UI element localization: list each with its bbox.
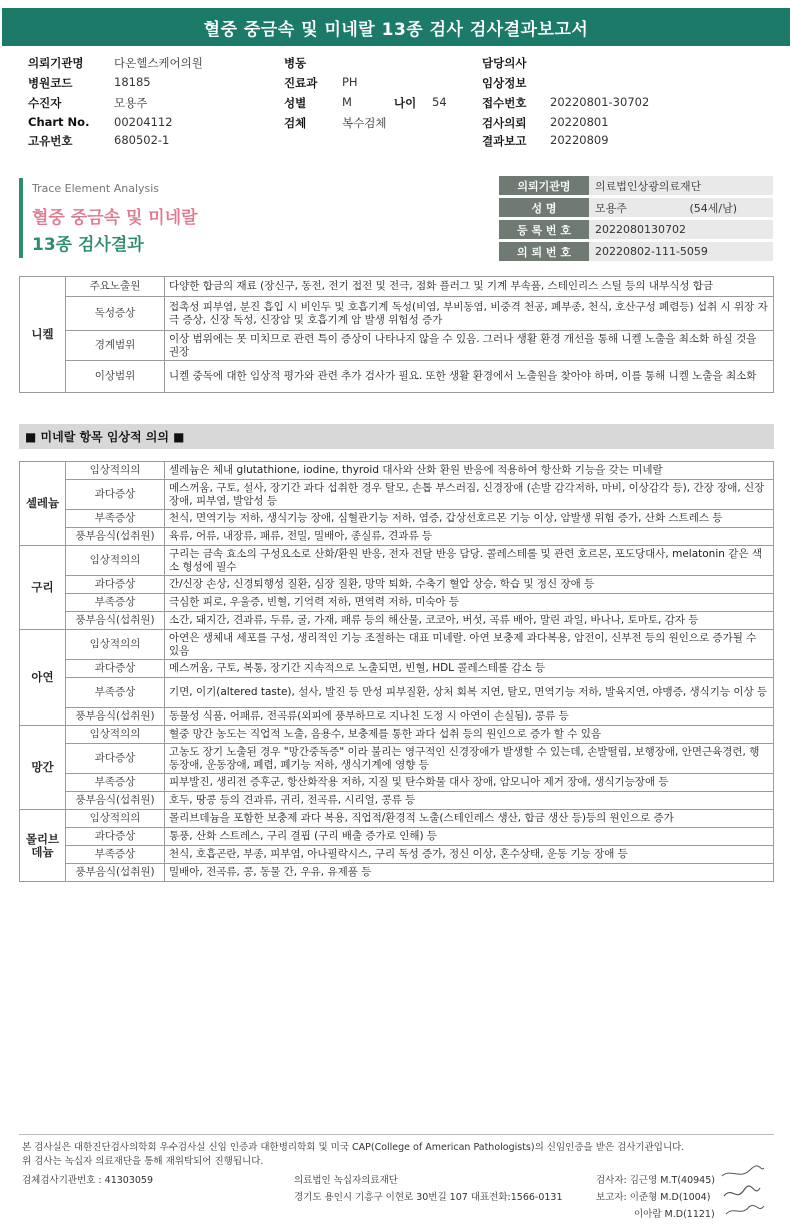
- row-text: 통풍, 산화 스트레스, 구리 결핍 (구리 배출 증가로 인해) 등: [165, 828, 774, 846]
- row-label: 풍부음식(섭취원): [66, 792, 165, 810]
- table-row: [20, 612, 774, 630]
- footer-consign-note: 위 검사는 녹십자 의료재단을 통해 재위탁되어 진행됩니다.: [22, 1156, 264, 1167]
- patient-org-value: 의료법인상광의료재단: [589, 176, 773, 195]
- mineral-section-header: [19, 424, 774, 449]
- value-request-date: 20220801: [550, 115, 609, 129]
- value-chart-no: 00204112: [114, 115, 173, 129]
- row-label: 과다증상: [66, 480, 165, 510]
- footer-reporter: 보고자: 이준형 M.D(1004): [596, 1192, 711, 1203]
- patient-row-name: [499, 198, 773, 217]
- signature-image: [716, 1162, 768, 1220]
- table-row: [20, 594, 774, 612]
- row-text: 간/신장 손상, 신경퇴행성 질환, 심장 질환, 망막 퇴화, 수축기 혈압 상승, 학습 및 정신 장애 등: [165, 576, 774, 594]
- row-text: 피부발진, 생리전 증후군, 항산화작용 저하, 지질 및 탄수화물 대사 장애, 암모니아 제거 장애, 생식기능장애 등: [165, 774, 774, 792]
- value-specimen: 복수검체: [342, 116, 387, 130]
- patient-org-label: 의뢰기관명: [499, 176, 589, 195]
- row-label: 풍부음식(섭취원): [66, 864, 165, 882]
- row-text: 메스꺼움, 구토, 설사, 장기간 과다 섭취한 경우 탈모, 손톱 부스러짐, 신경장애 (손발 감각저하, 마비, 이상감각 등), 간장 장애, 신장 장애, 피부염, 발암성 등: [165, 480, 774, 510]
- report-heading-1: 혈중 중금속 및 미네랄: [32, 208, 198, 228]
- row-label: 과다증상: [66, 660, 165, 678]
- value-report-date: 20220809: [550, 133, 609, 147]
- label-receipt-no: 접수번호: [482, 96, 527, 110]
- row-label: 경계범위: [66, 331, 165, 361]
- row-label: 과다증상: [66, 744, 165, 774]
- row-label: 부족증상: [66, 846, 165, 864]
- row-text: 니켈 중독에 대한 임상적 평가와 관련 추가 검사가 필요. 또한 생활 환경에서 노출원을 찾아야 하며, 이를 통해 니켈 노출을 최소화: [165, 361, 774, 393]
- value-hospital-code: 18185: [114, 75, 151, 89]
- patient-name-cell: [589, 198, 773, 217]
- report-title: 혈중 중금속 및 미네랄 13종 검사 검사결과보고서: [203, 19, 589, 40]
- patient-age-value: (54세/남): [689, 201, 737, 215]
- row-label: 임상적의의: [66, 726, 165, 744]
- mineral-category-copper: 구리: [20, 546, 66, 630]
- mineral-category-molybdenum: 몰리브 데늄: [20, 810, 66, 882]
- row-text: 몰리브데늄을 포함한 보충제 과다 복용, 직업적/환경적 노출(스테인레스 생산, 합금 생산 등)등의 원인으로 증가: [165, 810, 774, 828]
- value-sex: M: [342, 95, 352, 109]
- patient-reg-label: 등 록 번 호: [499, 220, 589, 239]
- mineral-section-title: ■ 미네랄 항목 임상적 의의 ■: [25, 430, 185, 444]
- table-row: [20, 630, 774, 660]
- row-label: 주요노출원: [66, 277, 165, 297]
- table-row: [20, 510, 774, 528]
- report-subtitle: Trace Element Analysis: [32, 182, 160, 195]
- table-row: [20, 480, 774, 510]
- row-text: 아연은 생체내 세포를 구성, 생리적인 기능 조절하는 대표 미네랄. 아연 보충제 과다복용, 암전이, 신부전 등의 원인으로 증가될 수 있음: [165, 630, 774, 660]
- label-report-date: 결과보고: [482, 134, 527, 148]
- row-text: 동물성 식품, 어패류, 전곡류(외피에 풍부하므로 지나친 도정 시 아연이 손실됨), 콩류 등: [165, 708, 774, 726]
- row-label: 부족증상: [66, 594, 165, 612]
- table-row: [20, 462, 774, 480]
- patient-row-org: [499, 176, 773, 195]
- row-label: 부족증상: [66, 774, 165, 792]
- row-text: 혈중 망간 농도는 직업적 노출, 음용수, 보충제를 통한 과다 섭취 등의 원인으로 증가 할 수 있음: [165, 726, 774, 744]
- row-text: 구리는 금속 효소의 구성요소로 산화/환원 반응, 전자 전달 반응 담당. 콜레스테롤 및 관련 호르몬, 포도당대사, melatonin 같은 색소 형성에 필수: [165, 546, 774, 576]
- footer-org-name: 의료법인 녹십자의료재단: [294, 1175, 398, 1186]
- table-row: [20, 576, 774, 594]
- patient-name-value: 모용주: [595, 201, 627, 215]
- value-patient: 모용주: [114, 96, 148, 110]
- row-label: 임상적의의: [66, 546, 165, 576]
- row-text: 고농도 장기 노출된 경우 "망간중독증" 이라 불리는 영구적인 신경장애가 발생할 수 있는데, 손발떨림, 보행장애, 안면근육경련, 행동장애, 운동장애, 폐렴, 폐기능 저하, 생식기계에 영향 등: [165, 744, 774, 774]
- footer-cert-note: 본 검사실은 대한진단검사의학회 우수검사실 신임 인증과 대한병리학회 및 미국 CAP(College of American Pathologists)의 신임인증을 받은 검사기관입니다.: [22, 1142, 685, 1153]
- table-row: [20, 744, 774, 774]
- table-row: [20, 361, 774, 393]
- value-receipt-no: 20220801-30702: [550, 95, 650, 109]
- row-label: 이상범위: [66, 361, 165, 393]
- row-label: 임상적의의: [66, 630, 165, 660]
- row-label: 부족증상: [66, 510, 165, 528]
- info-row-5: [28, 133, 778, 151]
- row-text: 호두, 땅콩 등의 견과류, 귀리, 전곡류, 시리얼, 콩류 등: [165, 792, 774, 810]
- nickel-table: [19, 276, 774, 393]
- footer-address: 경기도 용인시 기흥구 이현로 30번길 107 대표전화:1566-0131: [294, 1192, 563, 1203]
- table-row: [20, 331, 774, 361]
- row-text: 이상 범위에는 못 미치므로 관련 특이 증상이 나타나지 않을 수 있음. 그러나 생활 환경 개선을 통해 니켈 노출을 최소화 하실 것을 권장: [165, 331, 774, 361]
- label-hospital-code: 병원코드: [28, 76, 73, 90]
- table-row: [20, 828, 774, 846]
- value-department: PH: [342, 75, 358, 89]
- table-row: [20, 864, 774, 882]
- label-unique-no: 고유번호: [28, 134, 73, 148]
- row-text: 육류, 어류, 내장류, 패류, 전밀, 밀배아, 종실류, 견과류 등: [165, 528, 774, 546]
- label-org: 의뢰기관명: [28, 56, 84, 70]
- report-accent-bar: [19, 178, 23, 258]
- patient-req-label: 의 뢰 번 호: [499, 242, 589, 261]
- patient-req-value: 20220802-111-5059: [589, 242, 773, 261]
- nickel-category: 니켈: [20, 277, 66, 393]
- footer-divider: [19, 1134, 774, 1135]
- table-row: [20, 297, 774, 331]
- row-text: 기면, 이기(altered taste), 설사, 발진 등 만성 피부질환, 상처 회복 지연, 탈모, 면역기능 저하, 발육지연, 야맹증, 생식기능 이상 등: [165, 678, 774, 708]
- row-label: 부족증상: [66, 678, 165, 708]
- row-text: 메스꺼움, 구토, 복통, 장기간 지속적으로 노출되면, 빈혈, HDL 콜레스테롤 감소 등: [165, 660, 774, 678]
- label-clinical-info: 임상정보: [482, 76, 527, 90]
- row-label: 과다증상: [66, 828, 165, 846]
- patient-row-req: [499, 242, 773, 261]
- table-row: [20, 277, 774, 297]
- info-row-4: [28, 115, 778, 133]
- label-patient: 수진자: [28, 96, 62, 110]
- row-text: 셀레늄은 체내 glutathione, iodine, thyroid 대사와 산화 환원 반응에 적용하여 항산화 기능을 갖는 미네랄: [165, 462, 774, 480]
- label-age: 나이: [394, 96, 417, 110]
- info-row-3: [28, 95, 778, 113]
- label-ward: 병동: [284, 56, 307, 70]
- table-row: [20, 726, 774, 744]
- label-doctor: 담당의사: [482, 56, 527, 70]
- signature-stroke-3: [726, 1205, 764, 1214]
- value-age: 54: [432, 95, 447, 109]
- table-row: [20, 774, 774, 792]
- signature-stroke-2: [724, 1186, 760, 1196]
- label-department: 진료과: [284, 76, 318, 90]
- patient-box: [499, 176, 773, 264]
- table-row: [20, 708, 774, 726]
- table-row: [20, 792, 774, 810]
- label-chart-no: Chart No.: [28, 115, 90, 129]
- value-unique-no: 680502-1: [114, 133, 170, 147]
- footer-tester: 검사자: 김근영 M.T(40945): [596, 1175, 715, 1186]
- mineral-table: [19, 461, 774, 882]
- report-title-bar: [2, 8, 790, 46]
- signature-stroke-1: [722, 1166, 764, 1176]
- report-heading-2: 13종 검사결과: [32, 235, 144, 255]
- label-request-date: 검사의뢰: [482, 116, 527, 130]
- info-row-2: [28, 75, 778, 93]
- table-row: [20, 678, 774, 708]
- row-label: 독성증상: [66, 297, 165, 331]
- value-org: 다온헬스케어의원: [114, 56, 203, 70]
- table-row: [20, 546, 774, 576]
- row-text: 다양한 합금의 재료 (장신구, 동전, 전기 접전 및 전극, 점화 플러그 및 기계 부속품, 스테인리스 스틸 등의 내부식성 합금: [165, 277, 774, 297]
- row-label: 풍부음식(섭취원): [66, 612, 165, 630]
- row-label: 임상적의의: [66, 810, 165, 828]
- info-row-1: [28, 55, 778, 73]
- row-text: 극심한 피로, 우울증, 빈혈, 기억력 저하, 면역력 저하, 미숙아 등: [165, 594, 774, 612]
- row-text: 천식, 면역기능 저하, 생식기능 장애, 심혈관기능 저하, 염증, 갑상선호르몬 기능 이상, 암발생 위험 증가, 산화 스트레스 등: [165, 510, 774, 528]
- label-sex: 성별: [284, 96, 307, 110]
- row-label: 풍부음식(섭취원): [66, 528, 165, 546]
- row-text: 밀배아, 전곡류, 콩, 동물 간, 우유, 유제품 등: [165, 864, 774, 882]
- row-label: 풍부음식(섭취원): [66, 708, 165, 726]
- row-label: 임상적의의: [66, 462, 165, 480]
- table-row: [20, 846, 774, 864]
- table-row: [20, 660, 774, 678]
- patient-name-label: 성 명: [499, 198, 589, 217]
- mineral-category-manganese: 망간: [20, 726, 66, 810]
- footer-lab-number: 검체검사기관번호 : 41303059: [22, 1175, 154, 1186]
- footer-reporter-2: 이아람 M.D(1121): [634, 1209, 715, 1220]
- patient-reg-value: 2022080130702: [589, 220, 773, 239]
- row-text: 천식, 호흡곤란, 부종, 피부염, 아나필락시스, 구리 독성 증가, 정신 이상, 혼수상태, 운동 기능 장애 등: [165, 846, 774, 864]
- row-text: 접촉성 피부염, 분진 흡입 시 비인두 및 호흡기계 독성(비염, 부비동염, 비중격 천공, 폐부종, 천식, 호산구성 폐렴등) 섭취 시 위장 자극 증상, 신장 독성, 신장암 및 호흡기계 암 발생 위험성 증가: [165, 297, 774, 331]
- table-row: [20, 810, 774, 828]
- row-label: 과다증상: [66, 576, 165, 594]
- mineral-category-zinc: 아연: [20, 630, 66, 726]
- row-text: 소간, 돼지간, 견과류, 두류, 굴, 가재, 패류 등의 해산물, 코코아, 버섯, 곡류 배아, 말린 과일, 바나나, 토마토, 감자 등: [165, 612, 774, 630]
- table-row: [20, 528, 774, 546]
- patient-row-reg: [499, 220, 773, 239]
- mineral-category-selenium: 셀레늄: [20, 462, 66, 546]
- label-specimen: 검체: [284, 116, 307, 130]
